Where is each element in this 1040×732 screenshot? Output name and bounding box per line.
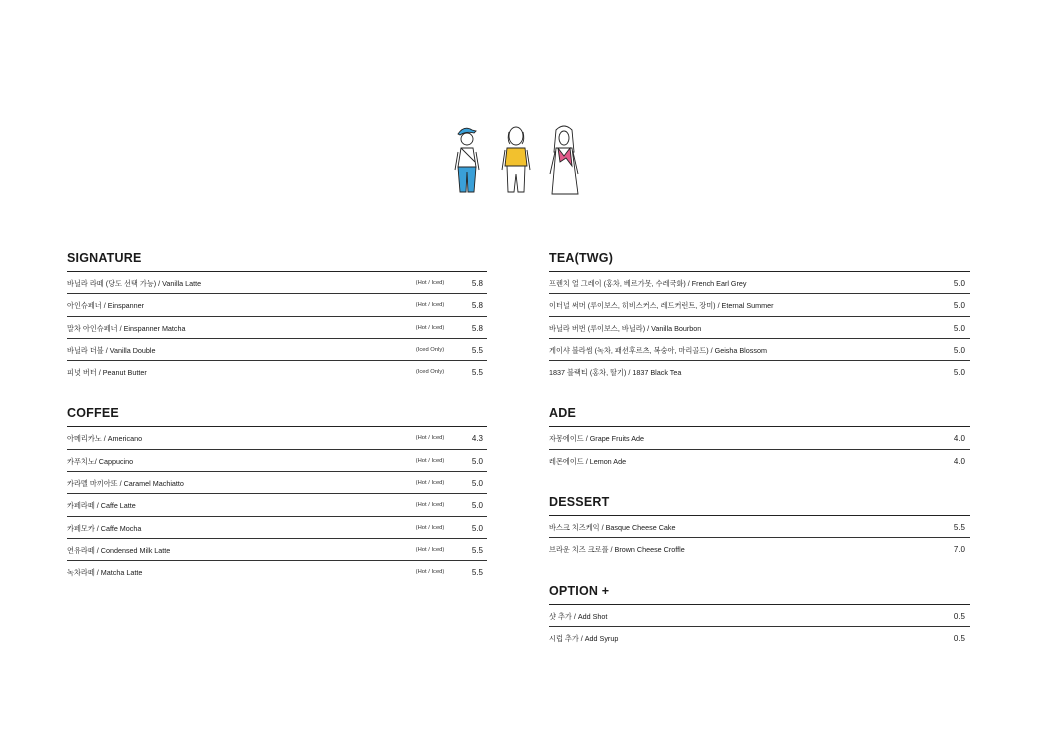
item-price: 7.0: [953, 545, 965, 555]
left-menu-column: [67, 250, 487, 584]
item-name: 연유라떼 / Condensed Milk Latte: [67, 545, 171, 555]
menu-item: [549, 361, 970, 383]
item-name: 게이샤 블라썸 (녹차, 패션후르츠, 복숭아, 마리골드) / Geisha Blossom: [549, 345, 767, 355]
item-name: 아메리카노 / Americano: [67, 434, 143, 444]
item-option: (Hot / Iced): [415, 324, 445, 331]
section-title: COFFEE: [67, 405, 487, 427]
menu-item: [549, 450, 970, 472]
item-name: 바닐라 더블 / Vanilla Double: [67, 345, 156, 355]
menu-item: [549, 317, 970, 339]
menu-item: [67, 539, 487, 561]
item-price: 5.0: [953, 345, 965, 355]
right-menu-column: [549, 250, 970, 649]
item-name: 1837 블랙티 (홍차, 딸기) / 1837 Black Tea: [549, 368, 682, 378]
menu-item: [67, 472, 487, 494]
section-title: DESSERT: [549, 494, 970, 516]
item-name: 카페라떼 / Caffe Latte: [67, 501, 136, 511]
menu-section-ade: [549, 405, 970, 472]
item-price: 5.5: [471, 368, 483, 378]
item-option: (Hot / Iced): [415, 457, 445, 464]
person-cap-icon: [455, 128, 479, 192]
item-price: 5.0: [953, 368, 965, 378]
item-name: 바스크 치즈케익 / Basque Cheese Cake: [549, 523, 676, 533]
item-price: 5.8: [471, 323, 483, 333]
item-option: (Hot / Iced): [415, 524, 445, 531]
item-price: 0.5: [953, 611, 965, 621]
item-name: 자몽에이드 / Grape Fruits Ade: [549, 434, 645, 444]
item-price: 5.5: [471, 545, 483, 555]
item-price: 5.0: [471, 523, 483, 533]
item-price: 5.0: [953, 301, 965, 311]
item-name: 아인슈페너 / Einspanner: [67, 301, 145, 311]
item-name: 이터널 써머 (루이보스, 히비스커스, 레드커런트, 장미) / Eternal Summer: [549, 301, 774, 311]
item-option: (Hot / Iced): [415, 280, 445, 286]
item-option: (Hot / Iced): [415, 502, 445, 509]
menu-item: [549, 339, 970, 361]
item-price: 5.8: [471, 279, 483, 288]
item-price: 0.5: [953, 633, 965, 643]
section-title: TEA(TWG): [549, 250, 970, 272]
menu-item: [67, 427, 487, 449]
section-title: OPTION +: [549, 583, 970, 605]
item-option: (Hot / Iced): [415, 435, 445, 442]
item-name: 레몬에이드 / Lemon Ade: [549, 456, 627, 466]
item-price: 5.0: [471, 456, 483, 466]
section-title: SIGNATURE: [67, 250, 487, 272]
menu-item: [549, 538, 970, 560]
item-name: 카페모카 / Caffe Mocha: [67, 523, 142, 533]
item-name: 피넛 버터 / Peanut Butter: [67, 368, 147, 378]
item-price: 5.5: [953, 523, 965, 533]
item-price: 5.0: [471, 501, 483, 511]
menu-item: [549, 605, 970, 627]
menu-item: [549, 294, 970, 316]
item-price: 5.5: [471, 345, 483, 355]
item-name: 말차 아인슈페너 / Einspanner Matcha: [67, 323, 186, 333]
menu-item: [67, 294, 487, 316]
item-price: 4.0: [953, 434, 965, 444]
menu-item: [549, 272, 970, 294]
item-name: 시럽 추가 / Add Syrup: [549, 633, 619, 643]
menu-item: [67, 494, 487, 516]
item-option: (Hot / Iced): [415, 546, 445, 553]
item-option: (Hot / Iced): [415, 569, 445, 576]
item-name: 프렌치 얼 그레이 (홍차, 베르가못, 수레국화) / French Earl Grey: [549, 279, 747, 288]
menu-item: [549, 627, 970, 649]
item-price: 4.3: [471, 434, 483, 444]
person-hair-icon: [550, 126, 578, 194]
menu-item: [549, 516, 970, 538]
item-option: (Hot / Iced): [415, 302, 445, 309]
item-name: 바닐라 버번 (루이보스, 바닐라) / Vanilla Bourbon: [549, 323, 702, 333]
item-price: 5.0: [953, 279, 965, 288]
menu-section-coffee: [67, 405, 487, 583]
item-price: 5.8: [471, 301, 483, 311]
item-price: 5.5: [471, 568, 483, 578]
item-name: 바닐라 라떼 (당도 선택 가능) / Vanilla Latte: [67, 279, 202, 288]
item-name: 녹차라떼 / Matcha Latte: [67, 568, 143, 578]
menu-section-signature: [67, 250, 487, 383]
menu-item: [67, 450, 487, 472]
three-people-illustration-icon: [452, 122, 588, 198]
menu-item: [67, 361, 487, 383]
menu-item: [549, 427, 970, 449]
item-price: 5.0: [953, 323, 965, 333]
menu-item: [67, 339, 487, 361]
menu-item: [67, 272, 487, 294]
item-option: (Iced Only): [415, 346, 445, 353]
item-name: 카라멜 마끼아또 / Caramel Machiatto: [67, 479, 184, 489]
item-name: 카푸치노/ Cappucino: [67, 456, 134, 466]
menu-section-tea: [549, 250, 970, 383]
menu-item: [67, 517, 487, 539]
item-price: 4.0: [953, 456, 965, 466]
item-name: 브라운 치즈 크로플 / Brown Cheese Croffle: [549, 545, 685, 555]
section-title: ADE: [549, 405, 970, 427]
menu-section-dessert: [549, 494, 970, 561]
menu-section-option: [549, 583, 970, 650]
item-option: (Iced Only): [415, 369, 445, 376]
menu-item: [67, 317, 487, 339]
person-dog-icon: [502, 127, 530, 192]
item-option: (Hot / Iced): [415, 480, 445, 487]
item-price: 5.0: [471, 479, 483, 489]
item-name: 샷 추가 / Add Shot: [549, 611, 608, 621]
menu-item: [67, 561, 487, 583]
